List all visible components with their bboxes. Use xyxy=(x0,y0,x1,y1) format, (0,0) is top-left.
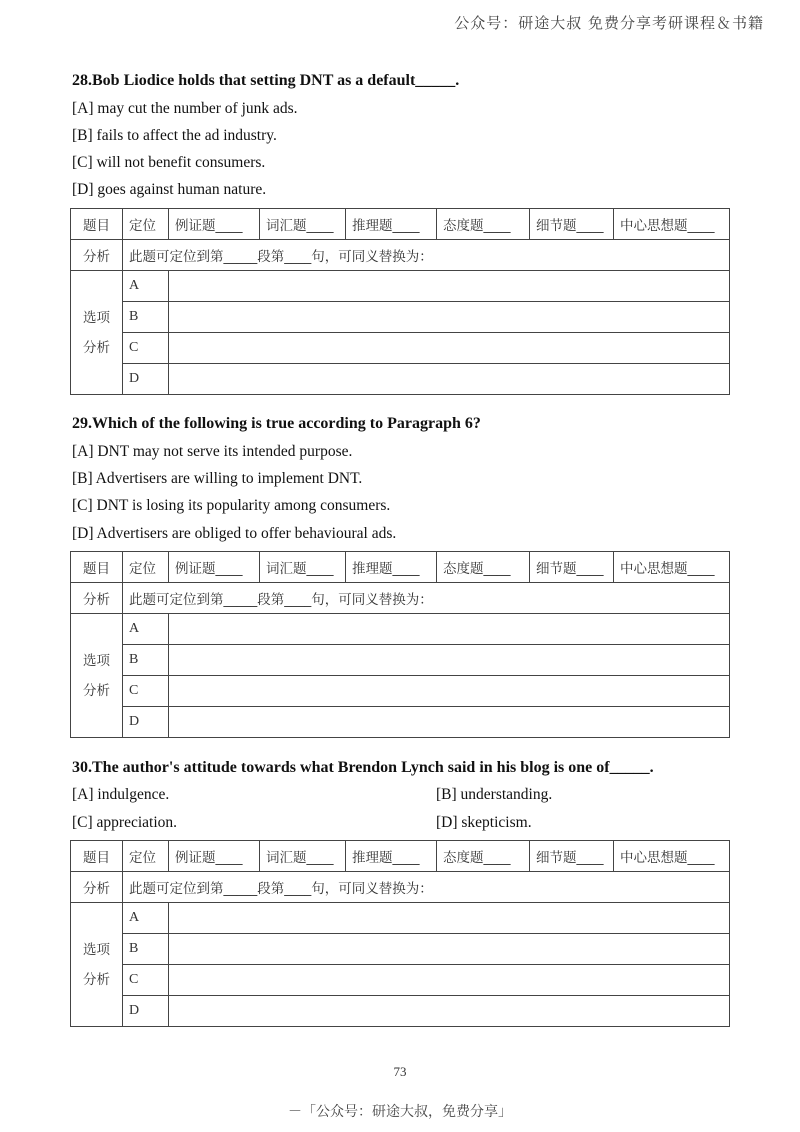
option-analysis-d[interactable] xyxy=(169,707,730,738)
analysis-table-30 xyxy=(70,840,730,1027)
question-30-option-a: [A] indulgence. xyxy=(72,786,170,803)
type-inference: 推理题____ xyxy=(346,552,437,583)
locate-label: 定位 xyxy=(123,552,169,583)
question-28-option-a: [A] may cut the number of junk ads. xyxy=(72,100,298,117)
option-analysis-a[interactable] xyxy=(169,614,730,645)
option-analysis-b[interactable] xyxy=(169,645,730,676)
question-28-option-c: [C] will not benefit consumers. xyxy=(72,154,266,171)
locate-label: 定位 xyxy=(123,209,169,240)
type-example: 例证题____ xyxy=(169,552,260,583)
option-analysis-c[interactable] xyxy=(169,965,730,996)
analysis-label-top: 题目 xyxy=(71,552,123,583)
option-analysis-a[interactable] xyxy=(169,271,730,302)
option-analysis-b[interactable] xyxy=(169,302,730,333)
option-letter-b: B xyxy=(123,302,169,333)
analysis-table-29 xyxy=(70,551,730,738)
option-letter-a: A xyxy=(123,271,169,302)
footer-watermark: －「公众号：研途大叔，免费分享」 xyxy=(288,1104,512,1120)
option-analysis-label: 选项 分析 xyxy=(71,614,123,738)
type-detail: 细节题____ xyxy=(530,841,614,872)
analysis-label-bottom: 分析 xyxy=(71,240,123,271)
option-analysis-label: 选项 分析 xyxy=(71,903,123,1027)
analysis-label-bottom: 分析 xyxy=(71,872,123,903)
option-letter-a: A xyxy=(123,614,169,645)
option-letter-b: B xyxy=(123,934,169,965)
analysis-label-top: 题目 xyxy=(71,841,123,872)
question-30-option-d: [D] skepticism. xyxy=(436,814,532,831)
option-analysis-c[interactable] xyxy=(169,333,730,364)
type-example: 例证题____ xyxy=(169,209,260,240)
option-letter-d: D xyxy=(123,707,169,738)
question-29-title: 29.Which of the following is true according to Paragraph 6? xyxy=(72,415,481,432)
question-29-option-d: [D] Advertisers are obliged to offer behavioural ads. xyxy=(72,525,397,542)
analysis-table-28 xyxy=(70,208,730,395)
analysis-label-top: 题目 xyxy=(71,209,123,240)
question-30-option-b: [B] understanding. xyxy=(436,786,553,803)
header-watermark: 公众号：研途大叔 免费分享考研课程＆书籍 xyxy=(454,14,764,32)
option-analysis-label: 选项 分析 xyxy=(71,271,123,395)
question-28-option-d: [D] goes against human nature. xyxy=(72,181,267,198)
type-main-idea: 中心思想题____ xyxy=(614,209,730,240)
question-29-option-b: [B] Advertisers are willing to implement DNT. xyxy=(72,470,363,487)
type-inference: 推理题____ xyxy=(346,841,437,872)
type-vocabulary: 词汇题____ xyxy=(260,552,346,583)
type-main-idea: 中心思想题____ xyxy=(614,552,730,583)
option-letter-b: B xyxy=(123,645,169,676)
option-analysis-a[interactable] xyxy=(169,903,730,934)
page-number: 73 xyxy=(393,1064,407,1079)
type-example: 例证题____ xyxy=(169,841,260,872)
question-28-option-b: [B] fails to affect the ad industry. xyxy=(72,127,277,144)
option-analysis-b[interactable] xyxy=(169,934,730,965)
locate-sentence: 此题可定位到第_____段第____句，可同义替换为： xyxy=(123,240,730,271)
locate-sentence: 此题可定位到第_____段第____句，可同义替换为： xyxy=(123,872,730,903)
question-29-option-c: [C] DNT is losing its popularity among consumers. xyxy=(72,497,391,514)
type-detail: 细节题____ xyxy=(530,552,614,583)
option-letter-c: C xyxy=(123,965,169,996)
type-vocabulary: 词汇题____ xyxy=(260,841,346,872)
type-main-idea: 中心思想题____ xyxy=(614,841,730,872)
question-29-option-a: [A] DNT may not serve its intended purpose. xyxy=(72,443,353,460)
locate-sentence: 此题可定位到第_____段第____句，可同义替换为： xyxy=(123,583,730,614)
type-detail: 细节题____ xyxy=(530,209,614,240)
type-attitude: 态度题____ xyxy=(437,841,530,872)
question-28-title: 28.Bob Liodice holds that setting DNT as a default_____. xyxy=(72,72,460,89)
option-letter-c: C xyxy=(123,676,169,707)
type-attitude: 态度题____ xyxy=(437,209,530,240)
option-analysis-d[interactable] xyxy=(169,996,730,1027)
option-letter-c: C xyxy=(123,333,169,364)
option-letter-d: D xyxy=(123,996,169,1027)
type-vocabulary: 词汇题____ xyxy=(260,209,346,240)
question-30-option-c: [C] appreciation. xyxy=(72,814,178,831)
analysis-label-bottom: 分析 xyxy=(71,583,123,614)
option-analysis-c[interactable] xyxy=(169,676,730,707)
question-30-title: 30.The author's attitude towards what Brendon Lynch said in his blog is one of_____. xyxy=(72,759,654,776)
option-analysis-d[interactable] xyxy=(169,364,730,395)
type-inference: 推理题____ xyxy=(346,209,437,240)
option-letter-d: D xyxy=(123,364,169,395)
locate-label: 定位 xyxy=(123,841,169,872)
option-letter-a: A xyxy=(123,903,169,934)
type-attitude: 态度题____ xyxy=(437,552,530,583)
